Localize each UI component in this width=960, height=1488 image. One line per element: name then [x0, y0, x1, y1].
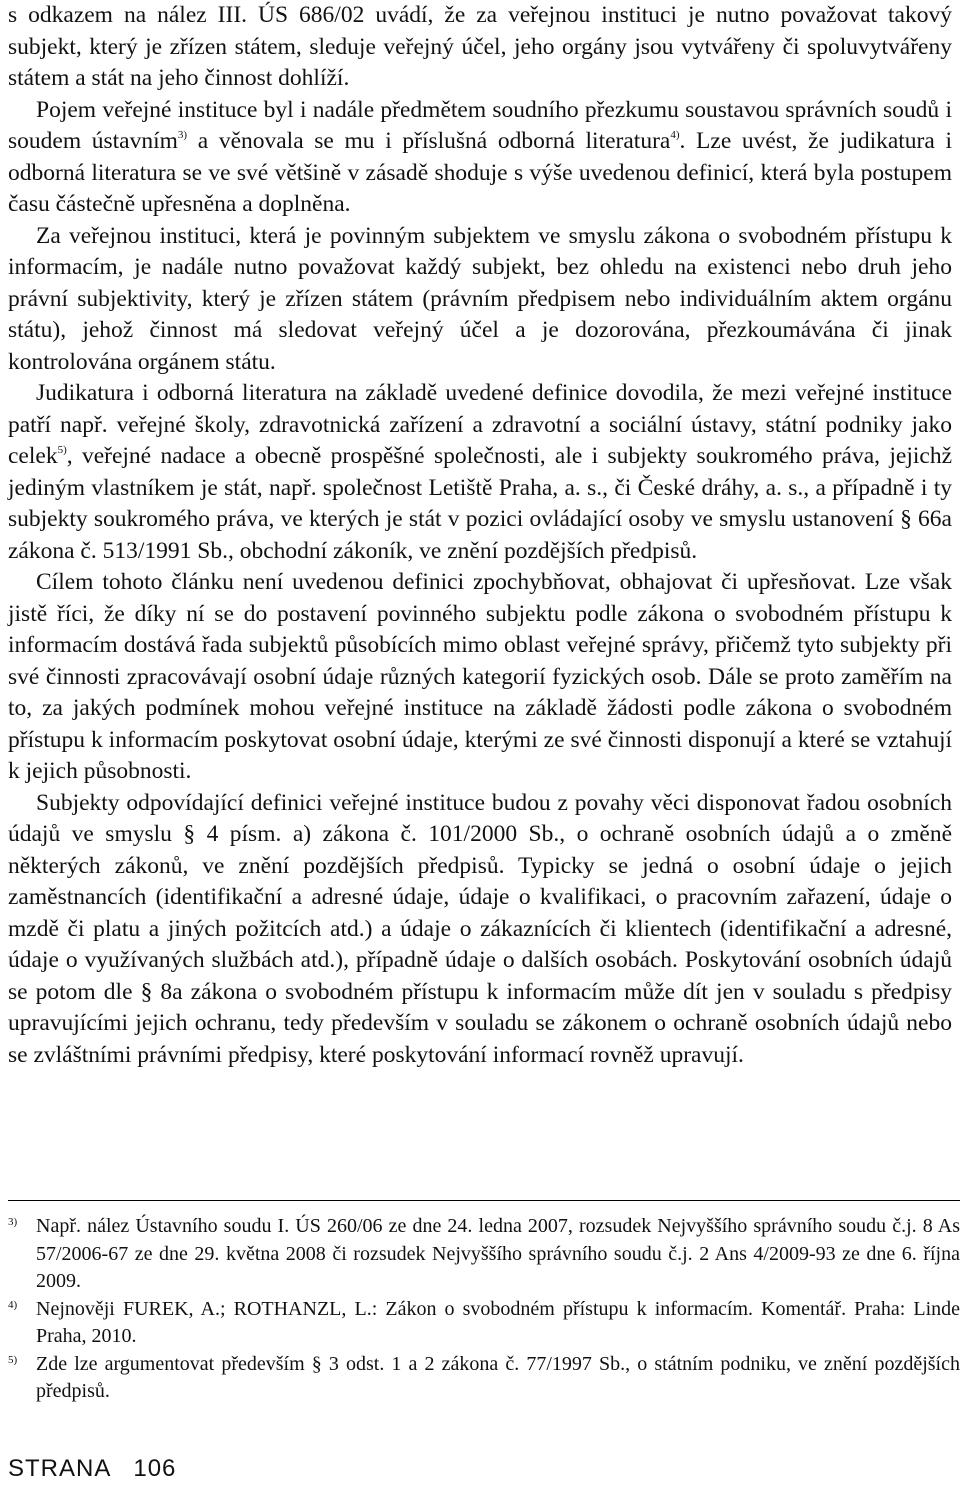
paragraph-5: Cílem tohoto článku není uvedenou definici zpochybňovat, obhajovat či upřesňovat. Lze však jistě říci, že díky ní se do postavení povinného subjektu podle zákona o svobodném přístupu k informacím dostává řada subjektů působících mimo oblast veřejné správy, přičemž tyto subjekty při své činnosti zpracovávají osobní údaje různých kategorií fyzických osob. Dále se proto zaměřím na to, za jakých podmínek mohou veřejné instituce na základě žádosti podle zákona o svobodném přístupu k informacím poskytovat osobní údaje, kterými ze své činnosti disponují a které se vztahují k jejich působnosti.	[8, 569, 952, 784]
footnote-ref-5[interactable]: 5)	[57, 444, 67, 456]
footnote-mark: 5)	[8, 1353, 18, 1366]
footer-label: STRANA	[8, 1455, 112, 1482]
footnote-text: Např. nález Ústavního soudu I. ÚS 260/06 ze dne 24. ledna 2007, rozsudek Nejvyššího správního soudu č.j. 8 As 57/2006-67 ze dne 29. května 2008 či rozsudek Nejvyššího správního soudu č.j. 2 Ans 4/2009-93 ze dne 6. října 2009.	[36, 1215, 960, 1292]
footnote-text: Zde lze argumentovat především § 3 odst. 1 a 2 zákona č. 77/1997 Sb., o státním podniku, ve znění pozdějších předpisů.	[36, 1352, 960, 1402]
footnote-3	[8, 1213, 960, 1296]
page-number: 106	[133, 1455, 177, 1482]
footnote-ref-4[interactable]: 4)	[670, 129, 680, 141]
footnote-divider	[8, 1200, 960, 1201]
footnote-4	[8, 1296, 960, 1351]
footnote-mark: 4)	[8, 1298, 18, 1311]
footnote-mark: 3)	[8, 1216, 18, 1228]
paragraph-6: Subjekty odpovídající definici veřejné instituce budou z povahy věci disponovat řadou osobních údajů ve smyslu § 4 písm. a) zákona č. 101/2000 Sb., o ochraně osobních údajů a o změně některých zákonů, ve znění pozdějších předpisů. Typicky se jedná o osobní údaje o jejich zaměstnancích (identifikační a adresné údaje, údaje o kvalifikaci, o pracovním zařazení, údaje o mzdě či platu a jiných požitcích atd.) a údaje o zákaznících či klientech (identifikační a adresné, údaje o využívaných službách atd.), případně údaje o dalších osobách. Poskytování osobních údajů se potom dle § 8a zákona o svobodném přístupu k informacím může dít jen v souladu s předpisy upravujícími jejich ochranu, tedy především v souladu se zákonem o ochraně osobních údajů nebo se zvláštními právními předpisy, které poskytování informací rovněž upravují.	[8, 789, 952, 1068]
footnote-text: Nejnověji FUREK, A.; ROTHANZL, L.: Zákon o svobodném přístupu k informacím. Komentář. Praha: Linde Praha, 2010.	[36, 1297, 960, 1347]
page-footer	[8, 1455, 176, 1483]
footnotes	[8, 1213, 960, 1406]
paragraph-1: s odkazem na nález III. ÚS 686/02 uvádí, že za veřejnou instituci je nutno považovat takový subjekt, který je zřízen státem, sleduje veřejný účel, jeho orgány jsou vytvářeny či spoluvytvářeny státem a stát na jeho činnost dohlíží.	[8, 2, 952, 91]
footnote-5	[8, 1351, 960, 1406]
page-content	[8, 0, 952, 1071]
body-text	[8, 0, 952, 1071]
paragraph-4: Judikatura i odborná literatura na základě uvedené definice dovodila, že mezi veřejné instituce patří např. veřejné školy, zdravotnická zařízení a zdravotní a sociální ústavy, státní podniky jako celek$^{5)}$, veřejné nadace a obecně prospěšné společnosti, ale i subjekty soukromého práva, jejichž jediným vlastníkem je stát, např. společnost Letiště Praha, a. s., či České dráhy, a. s., a případně i ty subjekty soukromého práva, ve kterých je stát v pozici ovládající osoby ve smyslu ustanovení § 66a zákona č. 513/1991 Sb., obchodní zákoník, ve znění pozdějších předpisů.	[8, 380, 952, 564]
footnote-ref-3[interactable]: 3)	[177, 129, 188, 141]
paragraph-3: Za veřejnou instituci, která je povinným subjektem ve smyslu zákona o svobodném přístupu k informacím, je nadále nutno považovat každý subjekt, bez ohledu na existenci nebo druh jeho právní subjektivity, který je zřízen státem (právním předpisem nebo individuálním aktem orgánu státu), jehož činnost má sledovat veřejný účel a je dozorována, přezkoumávána či jinak kontrolována orgánem státu.	[8, 222, 952, 375]
paragraph-2: Pojem veřejné instituce byl i nadále předmětem soudního přezkumu soustavou správních soudů i soudem ústavním$^{3)}$ a věnovala se mu i příslušná odborná literatura$^{4)}$. Lze uvést, že judikatura i odborná literatura se ve své většině v zásadě shoduje s výše uvedenou definicí, která byla postupem času částečně upřesněna a doplněna.	[8, 96, 952, 217]
